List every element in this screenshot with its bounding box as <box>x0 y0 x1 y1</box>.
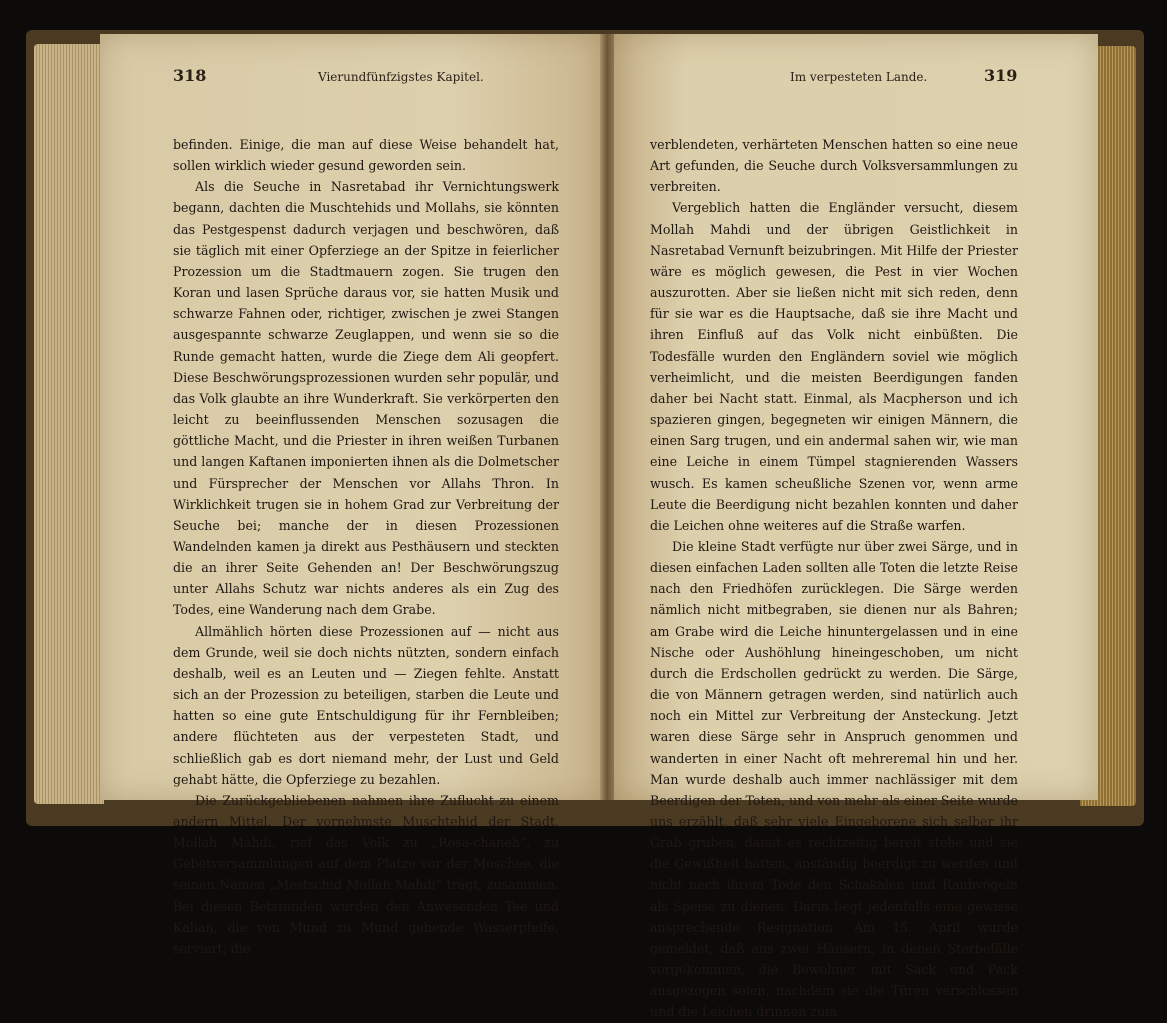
right-page-text <box>650 134 1018 1023</box>
paragraph: Vergeblich hatten die Engländer versucht, diesem Mollah Mahdi und der übrigen Geistlichkeit in Nasretabad Vernunft beizubringen. Mit Hilfe der Priester wäre es möglich gewesen, die Pest in vier Wochen auszurotten. Aber sie ließen nicht mit sich reden, denn für sie war es die Hauptsache, daß sie ihre Macht und ihren Einfluß auf das Volk nicht einbüßten. Die Todesfälle wurden den Engländern soviel wie möglich verheimlicht, und die meisten Beerdigungen fanden daher bei Nacht statt. Einmal, als Macpherson und ich spazieren gingen, begegneten wir einigen Männern, die einen Sarg trugen, und ein andermal sahen wir, wie man eine Leiche in einem Tümpel stagnierenden Wassers wusch. Es kamen scheußliche Szenen vor, wenn arme Leute die Beerdigung nicht bezahlen konnten und daher die Leichen ohne weiteres auf die Straße warfen. <box>650 200 1018 533</box>
right-running-head: Im verpesteten Lande. <box>790 70 928 84</box>
paragraph: Die kleine Stadt verfügte nur über zwei Särge, und in diesen einfachen Laden sollten alle Toten die letzte Reise nach den Friedhöfen zurücklegen. Die Särge werden nämlich nicht mitbegraben, sie dienen nur als Bahren; am Grabe wird die Leiche hinuntergelassen und in eine Nische oder Aushöhlung hineingeschoben, um nicht durch die Erdschollen gedrückt zu werden. Die Särge, die von Männern getragen werden, sind natürlich auch noch ein Mittel zur Verbreitung der Ansteckung. Jetzt waren diese Särge sehr in Anspruch genommen und wanderten in einer Nacht oft mehreremal hin und her. Man wurde deshalb auch immer nachlässiger mit dem Beerdigen der Toten, und von mehr als einer Seite wurde uns erzählt, daß sehr viele Eingeborene sich selber ihr Grab gruben, damit es rechtzeitig bereit stehe und sie die Gewißheit hätten, anständig beerdigt zu werden und nicht nach ihrem Tode den Schakalen und Raubvögeln als Speise zu dienen. Darin liegt jedenfalls eine gewisse ansprechende Resignation. Am 15. April wurde gemeldet, daß aus zwei Häusern, in denen Sterbefälle vorgekommen, die Bewohner mit Sack und Pack ausgezogen seien, nachdem sie die Türen verschlossen und die Leichen drinnen zum <box>650 538 1018 1020</box>
right-page-number: 319 <box>984 66 1018 85</box>
paragraph: Allmählich hörten diese Prozessionen auf — nicht aus dem Grunde, weil sie doch nichts nützten, sondern einfach deshalb, weil es an Leuten und — Ziegen fehlte. Anstatt sich an der Prozession zu beteiligen, starben die Leute und hatten so eine gute Entschuldigung für ihr Fernbleiben; andere flüchteten aus der verpesteten Stadt, und schließlich gab es dort niemand mehr, der Lust und Geld gehabt hätte, die Opferziege zu bezahlen. <box>173 623 559 787</box>
left-running-head: Vierundfünfzigstes Kapitel. <box>318 70 484 84</box>
left-page-number: 318 <box>173 66 207 85</box>
left-page-text <box>173 134 559 959</box>
paragraph: befinden. Einige, die man auf diese Weise behandelt hat, sollen wirklich wieder gesund geworden sein. <box>173 137 559 174</box>
book-gutter <box>600 34 614 800</box>
paragraph: Die Zurückgebliebenen nahmen ihre Zuflucht zu einem andern Mittel. Der vornehmste Muschtehid der Stadt, Mollah Mahdi, rief das Volk zu „Rosa-chaneh“, zu Gebetversammlungen auf dem Platze vor der Moschee, die seinen Namen „Mestschid Mollah Mahdi“ trägt, zusammen. Bei diesen Betstunden wurden den Anwesenden Tee und Kalian, die von Mund zu Mund gehende Wasserpfeife, serviert; die <box>173 792 559 956</box>
paragraph: verblendeten, verhärteten Menschen hatten so eine neue Art gefunden, die Seuche durch Volksversammlungen zu verbreiten. <box>650 137 1018 195</box>
page-edges-left <box>34 44 104 804</box>
paragraph: Als die Seuche in Nasretabad ihr Vernichtungswerk begann, dachten die Muschtehids und Mollahs, sie könnten das Pestgespenst dadurch verjagen und beschwören, daß sie täglich mit einer Opferziege an der Spitze in feierlicher Prozession um die Stadtmauern zogen. Sie trugen den Koran und lasen Sprüche daraus vor, sie hatten Musik und schwarze Fahnen oder, richtiger, zwischen je zwei Stangen ausgespannte schwarze Zeuglappen, und wenn sie so die Runde gemacht hatten, wurde die Ziege dem Ali geopfert. Diese Beschwörungsprozessionen wurden sehr populär, und das Volk glaubte an ihre Wunderkraft. Sie verkörperten den leicht zu beeinflussenden Menschen sozusagen die göttliche Macht, und die Priester in ihren weißen Turbanen und langen Kaftanen imponierten ihnen als die Dolmetscher und Fürsprecher der Menschen vor Allahs Thron. In Wirklichkeit trugen sie in hohem Grad zur Verbreitung der Seuche bei; manche der in diesen Prozessionen Wandelnden kamen ja direkt aus Pesthäusern und steckten die an ihrer Seite Gehenden an! Der Beschwörungszug unter Allahs Schutz war nichts anderes als ein Zug des Todes, eine Wanderung nach dem Grabe. <box>173 179 559 618</box>
